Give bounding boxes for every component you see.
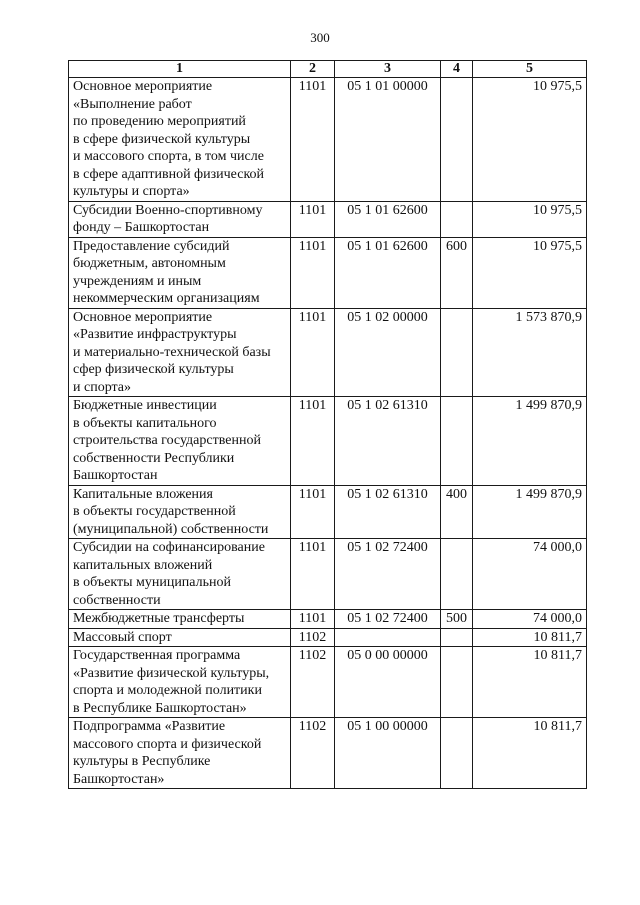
row-target-article-cell: 05 0 00 00000 xyxy=(335,647,441,718)
row-amount-cell: 10 975,5 xyxy=(473,237,587,308)
row-amount-cell: 1 499 870,9 xyxy=(473,485,587,539)
row-expense-type-cell xyxy=(441,539,473,610)
header-col-3: 3 xyxy=(335,61,441,78)
row-section-code-cell: 1102 xyxy=(291,647,335,718)
row-name-cell: Предоставление субсидий бюджетным, автономным учреждениям и иным некоммерческим организациям xyxy=(69,237,291,308)
row-expense-type-cell xyxy=(441,647,473,718)
row-expense-type-cell xyxy=(441,718,473,789)
table-row xyxy=(69,308,587,397)
header-col-5: 5 xyxy=(473,61,587,78)
page-number: 300 xyxy=(310,30,330,45)
row-amount-cell: 10 975,5 xyxy=(473,78,587,202)
table-row xyxy=(69,78,587,202)
table-row xyxy=(69,485,587,539)
row-section-code-cell: 1101 xyxy=(291,539,335,610)
row-section-code-cell: 1101 xyxy=(291,201,335,237)
table-row xyxy=(69,201,587,237)
row-target-article-cell: 05 1 02 61310 xyxy=(335,485,441,539)
row-section-code-cell: 1101 xyxy=(291,397,335,486)
table-body xyxy=(69,78,587,789)
header-col-4: 4 xyxy=(441,61,473,78)
table-row xyxy=(69,610,587,629)
row-target-article-cell: 05 1 02 61310 xyxy=(335,397,441,486)
row-amount-cell: 10 975,5 xyxy=(473,201,587,237)
row-target-article-cell: 05 1 01 62600 xyxy=(335,201,441,237)
row-target-article-cell: 05 1 01 62600 xyxy=(335,237,441,308)
row-expense-type-cell: 500 xyxy=(441,610,473,629)
row-section-code-cell: 1102 xyxy=(291,718,335,789)
table-row xyxy=(69,628,587,647)
row-name-cell: Субсидии Военно-спортивному фонду – Башкортостан xyxy=(69,201,291,237)
header-col-2: 2 xyxy=(291,61,335,78)
table-row xyxy=(69,539,587,610)
row-expense-type-cell xyxy=(441,628,473,647)
table-header-row xyxy=(69,61,587,78)
row-expense-type-cell xyxy=(441,397,473,486)
row-expense-type-cell xyxy=(441,201,473,237)
row-expense-type-cell xyxy=(441,78,473,202)
row-name-cell: Бюджетные инвестиции в объекты капитального строительства государственной собственности Республики Башкортостан xyxy=(69,397,291,486)
row-section-code-cell: 1101 xyxy=(291,485,335,539)
table-row xyxy=(69,647,587,718)
row-section-code-cell: 1101 xyxy=(291,610,335,629)
row-name-cell: Основное мероприятие «Развитие инфраструктуры и материально-технической базы сфер физической культуры и спорта» xyxy=(69,308,291,397)
row-name-cell: Подпрограмма «Развитие массового спорта и физической культуры в Республике Башкортостан» xyxy=(69,718,291,789)
row-expense-type-cell xyxy=(441,308,473,397)
table-row xyxy=(69,237,587,308)
row-amount-cell: 74 000,0 xyxy=(473,539,587,610)
row-amount-cell: 74 000,0 xyxy=(473,610,587,629)
row-section-code-cell: 1102 xyxy=(291,628,335,647)
row-section-code-cell: 1101 xyxy=(291,308,335,397)
row-target-article-cell xyxy=(335,628,441,647)
row-target-article-cell: 05 1 02 72400 xyxy=(335,610,441,629)
row-amount-cell: 1 499 870,9 xyxy=(473,397,587,486)
row-expense-type-cell: 600 xyxy=(441,237,473,308)
row-amount-cell: 10 811,7 xyxy=(473,647,587,718)
row-amount-cell: 10 811,7 xyxy=(473,628,587,647)
row-name-cell: Государственная программа «Развитие физической культуры, спорта и молодежной политики в Республике Башкортостан» xyxy=(69,647,291,718)
row-name-cell: Капитальные вложения в объекты государственной (муниципальной) собственности xyxy=(69,485,291,539)
table-row xyxy=(69,397,587,486)
row-target-article-cell: 05 1 01 00000 xyxy=(335,78,441,202)
row-target-article-cell: 05 1 02 72400 xyxy=(335,539,441,610)
row-name-cell: Массовый спорт xyxy=(69,628,291,647)
row-name-cell: Основное мероприятие «Выполнение работ по проведению мероприятий в сфере физической культуры и массового спорта, в том числе в сфере адаптивной физической культуры и спорта» xyxy=(69,78,291,202)
row-section-code-cell: 1101 xyxy=(291,237,335,308)
row-expense-type-cell: 400 xyxy=(441,485,473,539)
row-target-article-cell: 05 1 02 00000 xyxy=(335,308,441,397)
header-col-1: 1 xyxy=(69,61,291,78)
table-row xyxy=(69,718,587,789)
row-section-code-cell: 1101 xyxy=(291,78,335,202)
budget-table xyxy=(68,60,587,789)
row-target-article-cell: 05 1 00 00000 xyxy=(335,718,441,789)
row-name-cell: Межбюджетные трансферты xyxy=(69,610,291,629)
row-amount-cell: 10 811,7 xyxy=(473,718,587,789)
row-amount-cell: 1 573 870,9 xyxy=(473,308,587,397)
row-name-cell: Субсидии на софинансирование капитальных вложений в объекты муниципальной собственности xyxy=(69,539,291,610)
